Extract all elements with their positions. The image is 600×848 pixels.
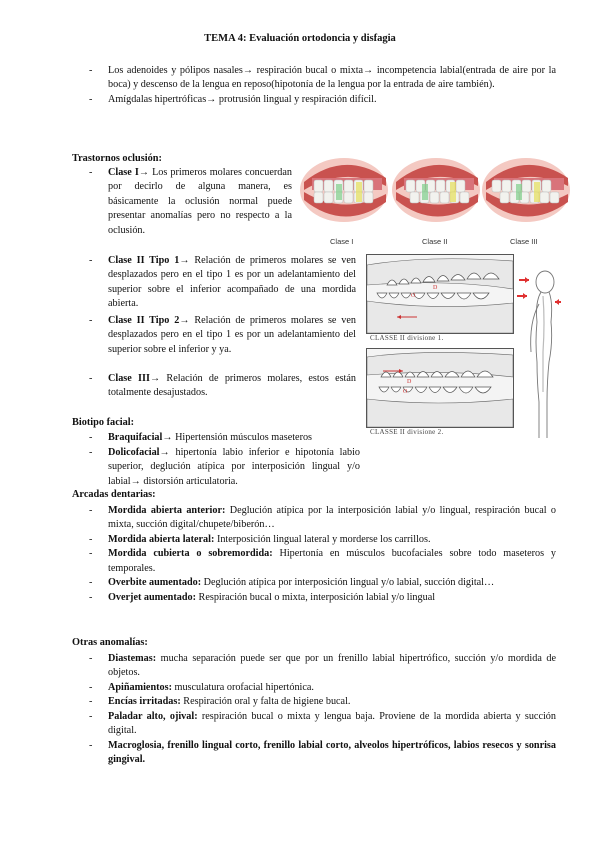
- svg-text:O: O: [411, 293, 416, 299]
- teeth-diagram-2: [367, 349, 513, 427]
- dash: -: [89, 710, 93, 722]
- item-text: → Los primeros molares concuerdan por decirlo de alguna manera, es básicamente la oclusión normal puede presentar anomalías pero no respecto a la oclusión.: [108, 167, 292, 236]
- dash: -: [89, 533, 93, 545]
- list-item: [89, 166, 292, 238]
- dash: -: [89, 653, 93, 664]
- term: Dolicofacial: [108, 447, 160, 458]
- list-item: [89, 446, 556, 489]
- dash: -: [89, 255, 93, 266]
- list-item: [89, 710, 556, 739]
- term: Apiñamientos:: [108, 681, 172, 693]
- term: Mordida abierta lateral:: [108, 533, 215, 545]
- intro-item: [89, 93, 556, 107]
- term: Mordida cubierta o sobremordida:: [108, 548, 273, 560]
- intro-item: [89, 64, 556, 93]
- svg-text:O: O: [403, 389, 408, 395]
- term: Clase II Tipo 1: [108, 255, 180, 266]
- mouth-clase-1: [300, 158, 388, 222]
- term: Overbite aumentado:: [108, 577, 202, 589]
- arcadas-list: [89, 504, 557, 605]
- item-text: Respiración bucal o mixta, interposición labial y/o lingual: [196, 591, 436, 603]
- intro-item-text: Los adenoides y pólipos nasales→ respiración bucal o mixta→ incompetencia labial(entrada de aire por la boca) y descenso de la lengua en reposo(hipotonía de la lengua por la entrada de aire también).: [108, 65, 556, 91]
- term: Clase I: [108, 167, 139, 178]
- term: Clase III: [108, 373, 150, 384]
- item-text: → Relación de primeros molares se ven desplazados pero en el tipo 1 es por un adelantamiento del superior sobre el inferior acompañado de una mordida abierta.: [108, 255, 356, 310]
- wrap-text: [108, 446, 360, 489]
- term: Paladar alto, ojival:: [108, 710, 198, 722]
- caption-clase-1: Clase I: [330, 237, 354, 246]
- item-text: mucha separación puede ser que por un frenillo labial hipertrófico, succión y/o mordida de objetos.: [108, 653, 556, 679]
- dash: -: [89, 65, 93, 76]
- dash: -: [89, 577, 93, 589]
- list-item: [89, 739, 556, 768]
- caption-clase-2: Clase II: [422, 237, 448, 246]
- dash: -: [89, 548, 93, 560]
- term: Clase II Tipo 2: [108, 315, 180, 326]
- term: Encías irritadas:: [108, 696, 181, 708]
- dash: -: [89, 591, 93, 603]
- dash: -: [89, 432, 93, 443]
- item-text: Deglución atípica por la interposición labial y/o lingual, respiración bucal o mixta, succión digital/chupete/biberón…: [108, 505, 557, 531]
- term: Diastemas:: [108, 653, 157, 664]
- dash: -: [89, 373, 93, 384]
- dash: -: [89, 167, 93, 178]
- list-item: [89, 254, 356, 312]
- section-heading-otras: Otras anomalías:: [72, 637, 148, 648]
- dash: -: [89, 447, 93, 458]
- item-text: → Relación de primeros molares, estos están totalmente desajustados.: [108, 373, 356, 399]
- item-text: Deglución atípica por interposición lingual y/o labial, succión digital…: [201, 577, 495, 589]
- otras-list: [89, 652, 556, 768]
- list-item: [89, 314, 356, 357]
- term: Overjet aumentado:: [108, 591, 196, 603]
- caption-clase-3: Clase III: [510, 237, 538, 246]
- dash: -: [89, 505, 93, 516]
- dash: -: [89, 315, 93, 326]
- list-item: [89, 681, 556, 695]
- caption-division-2: CLASSE II divisione 2.: [370, 428, 444, 436]
- item-text: Interposición lingual lateral y morderse los carrillos.: [214, 533, 431, 545]
- list-item: [89, 372, 356, 401]
- item-text: → Hipertensión músculos maseteros: [162, 432, 313, 443]
- teeth-illustration: [300, 152, 570, 250]
- item-text: → hipertonía labio inferior e hipotonía labio superior, deglución atípica por interposición lingual y/o labial→ distorsión articulatoria.: [108, 447, 360, 487]
- intro-list: [89, 64, 556, 107]
- list-item: [89, 504, 557, 533]
- posture-figure: [515, 262, 565, 442]
- section-heading-biotipo: Biotipo facial:: [72, 417, 135, 428]
- list-item: [89, 533, 556, 547]
- svg-text:D: D: [433, 285, 438, 291]
- class2-division2-diagram: [366, 348, 514, 428]
- svg-text:D: D: [407, 379, 412, 385]
- list-item: [89, 576, 556, 590]
- list-item: [89, 547, 556, 576]
- term: Mordida abierta anterior:: [108, 505, 226, 516]
- list-item: [89, 591, 556, 605]
- mouth-clase-2: [392, 158, 480, 222]
- section-heading-occlusion: Trastornos oclusión:: [72, 153, 162, 164]
- caption-division-1: CLASSE II divisione 1.: [370, 334, 444, 342]
- item-text: → Relación de primeros molares se ven desplazados pero en el tipo 1 es por un adelantamiento del superior sobre el inferior y ya.: [108, 315, 356, 355]
- list-item: [89, 431, 358, 445]
- page-title: TEMA 4: Evaluación ortodoncia y disfagia: [204, 33, 396, 44]
- class2-division1-diagram: [366, 254, 514, 334]
- term: Braquifacial: [108, 432, 163, 443]
- dash: -: [89, 93, 93, 105]
- dash: -: [89, 739, 93, 751]
- intro-item-text: Amígdalas hipertróficas→ protrusión lingual y respiración difícil.: [108, 93, 377, 105]
- teeth-diagram-1: [367, 255, 513, 333]
- dash: -: [89, 681, 93, 693]
- occlusion-class-figure: [300, 152, 570, 250]
- mouth-clase-3: [482, 158, 570, 222]
- list-item: [89, 695, 556, 709]
- dash: -: [89, 696, 93, 708]
- item-text: Hipertonía en músculos bucofaciales sobre todo maseteros y temporales.: [108, 548, 556, 574]
- section-heading-arcadas: Arcadas dentarias:: [72, 489, 156, 500]
- list-item: [89, 652, 556, 681]
- term: Macroglosia, frenillo lingual corto, frenillo labial corto, alveolos hipertróficos, labios resecos y sonrisa gingival.: [108, 739, 556, 766]
- posture-illustration: [515, 262, 565, 442]
- item-text: Respiración oral y falta de higiene bucal.: [180, 696, 351, 708]
- item-text: musculatura orofacial hipertónica.: [171, 681, 314, 693]
- item-text: respiración bucal o mixta y lengua baja. Proviene de la mordida abierta y succión digital.: [108, 710, 556, 737]
